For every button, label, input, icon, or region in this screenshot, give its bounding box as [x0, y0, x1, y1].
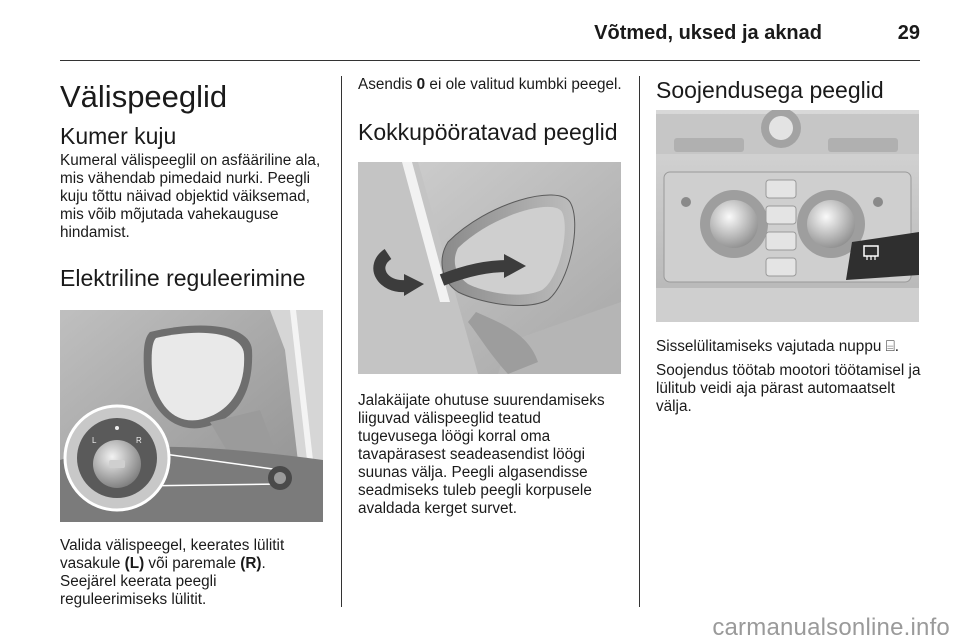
mirror-adjust-figure — [60, 310, 323, 522]
column-divider-2 — [639, 76, 640, 607]
text-fragment: . Seejärel keerata peegli reguleerimiseks lülitit. — [60, 555, 266, 608]
text-fragment: ei ole valitud kumbki peegel. — [425, 76, 622, 93]
section-heading-convex: Kumer kuju — [60, 123, 177, 149]
text-fragment: Valida välispeegel, keerates lülitit vasakule — [60, 537, 285, 572]
folding-mirror-figure — [358, 162, 621, 374]
heated-mirror-figure — [656, 110, 919, 322]
section-heading-folding: Kokkupööratavad peeglid — [358, 119, 618, 145]
section-text-convex: Kumeral välispeeglil on asfääriline ala, mis vähendab pimedaid nurki. Peegli kuju tõttu näivad objektid väiksemad, mis võib mõjutada vahekauguse hindamist. — [60, 152, 321, 241]
heated-mirror-icon: ⌸ — [885, 338, 895, 355]
page-header — [60, 0, 920, 62]
switch-label-right: R — [136, 436, 142, 445]
label-right: (R) — [240, 555, 262, 572]
heated-mirror-instruction — [656, 338, 922, 356]
switch-label-left: L — [92, 436, 97, 445]
text-fragment: . — [894, 338, 900, 355]
text-fragment: või paremale — [144, 555, 241, 572]
page-number: 29 — [897, 22, 920, 44]
header-title: Võtmed, uksed ja aknad — [594, 22, 822, 44]
position-zero-text — [358, 76, 624, 94]
column-1 — [60, 70, 326, 609]
section-text-folding: Jalakäijate ohutuse suurendamiseks liiguvad välispeeglid teatud tugevusega löögi korral oma tavapärasest seadeasendist löögi suunas välja. Peegli algasendisse seadmiseks tuleb peegli korpusele avaldada kerget survet. — [358, 392, 605, 517]
section-heading-electric: Elektriline reguleerimine — [60, 265, 306, 291]
column-2 — [358, 70, 624, 518]
text-fragment: Sisselülitamiseks vajutada nuppu — [656, 338, 886, 355]
position-zero: 0 — [416, 76, 426, 93]
watermark: carmanualsonline.info — [712, 614, 950, 641]
text-fragment: Asendis — [358, 76, 417, 93]
heated-mirror-note: Soojendus töötab mootori töötamisel ja lülitub veidi aja pärast automaatselt välja. — [656, 362, 921, 415]
header-divider — [60, 60, 920, 61]
column-divider-1 — [341, 76, 342, 607]
section-heading-heated: Soojendusega peeglid — [656, 77, 884, 103]
label-left: (L) — [124, 555, 145, 572]
column-3 — [656, 70, 922, 416]
section-text-electric — [60, 537, 326, 609]
page-title: Välispeeglid — [60, 79, 228, 114]
